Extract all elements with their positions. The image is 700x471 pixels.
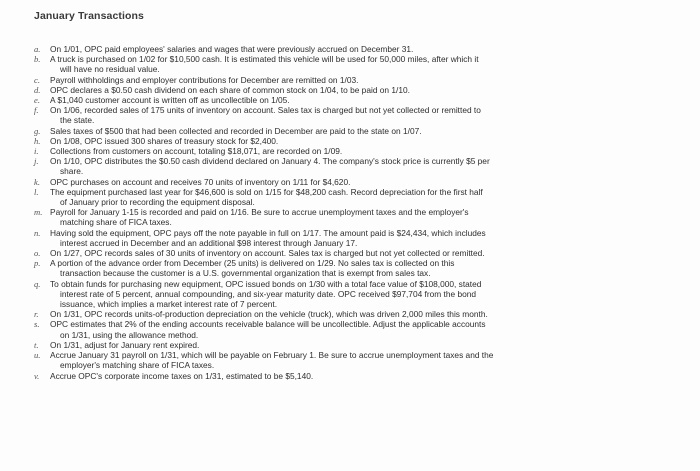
transaction-text-line: the state. bbox=[60, 115, 95, 126]
transaction-letter: p. bbox=[34, 258, 41, 269]
transaction-item bbox=[34, 54, 674, 74]
transaction-text-line: A portion of the advance order from December (25 units) is delivered on 1/29. No sales tax is collected on this bbox=[50, 258, 455, 269]
transaction-letter: m. bbox=[34, 207, 43, 218]
transaction-item bbox=[34, 319, 674, 339]
transaction-item bbox=[34, 340, 674, 350]
page-title: January Transactions bbox=[34, 10, 144, 22]
transaction-item bbox=[34, 207, 674, 227]
transaction-letter: c. bbox=[34, 74, 40, 85]
transaction-item bbox=[34, 371, 674, 381]
transaction-letter: h. bbox=[34, 135, 41, 146]
transaction-letter: n. bbox=[34, 227, 41, 238]
transaction-letter: i. bbox=[34, 146, 39, 157]
transaction-text-line: On 1/27, OPC records sales of 30 units of inventory on account. Sales tax is charged but not yet collected or remitted. bbox=[50, 248, 485, 259]
transaction-text-line: OPC estimates that 2% of the ending accounts receivable balance will be uncollectible. Adjust the applicable accounts bbox=[50, 319, 486, 330]
transaction-letter: v. bbox=[34, 370, 40, 381]
transaction-text-line: interest accrued in December and an additional $98 interest through January 17. bbox=[60, 237, 358, 248]
transaction-letter: d. bbox=[34, 84, 41, 95]
transaction-text-line: Payroll withholdings and employer contributions for December are remitted on 1/03. bbox=[50, 74, 359, 85]
transaction-text-line: Accrue January 31 payroll on 1/31, which will be payable on February 1. Be sure to accrue unemployment taxes and the bbox=[50, 350, 494, 361]
transaction-item bbox=[34, 44, 674, 54]
transaction-text-line: issuance, which implies a market interest rate of 7 percent. bbox=[60, 299, 278, 310]
transaction-text-line: will have no residual value. bbox=[60, 64, 160, 75]
transaction-letter: u. bbox=[34, 350, 41, 361]
transaction-letter: e. bbox=[34, 95, 40, 106]
transaction-text-line: Sales taxes of $500 that had been collected and recorded in December are paid to the state on 1/07. bbox=[50, 125, 422, 136]
transaction-item bbox=[34, 126, 674, 136]
transaction-text-line: The equipment purchased last year for $46,600 is sold on 1/15 for $48,200 cash. Record depreciation for the first half bbox=[50, 186, 483, 197]
transaction-text-line: On 1/01, OPC paid employees' salaries and wages that were previously accrued on December 31. bbox=[50, 44, 414, 54]
transaction-letter: j. bbox=[34, 156, 39, 167]
transaction-letter: t. bbox=[34, 339, 39, 350]
transaction-letter: s. bbox=[34, 319, 40, 330]
transaction-item bbox=[34, 136, 674, 146]
transaction-item bbox=[34, 95, 674, 105]
transaction-item bbox=[34, 228, 674, 248]
transaction-text-line: on 1/31, using the allowance method. bbox=[60, 329, 199, 340]
transaction-list bbox=[34, 44, 674, 381]
transaction-item bbox=[34, 156, 674, 176]
transaction-item bbox=[34, 85, 674, 95]
transaction-text-line: Accrue OPC's corporate income taxes on 1/31, estimated to be $5,140. bbox=[50, 370, 314, 381]
transaction-item bbox=[34, 258, 674, 278]
transaction-letter: q. bbox=[34, 278, 41, 289]
transaction-text-line: Collections from customers on account, totaling $18,071, are recorded on 1/09. bbox=[50, 146, 343, 157]
transaction-text-line: On 1/31, adjust for January rent expired. bbox=[50, 339, 200, 350]
transaction-text-line: On 1/08, OPC issued 300 shares of treasury stock for $2,400. bbox=[50, 135, 279, 146]
transaction-letter: f. bbox=[34, 105, 39, 116]
transaction-text-line: A truck is purchased on 1/02 for $10,500 cash. It is estimated this vehicle will be used for 50,000 miles, after which it bbox=[50, 54, 479, 65]
transaction-item bbox=[34, 350, 674, 370]
transaction-text-line: Having sold the equipment, OPC pays off the note payable in full on 1/17. The amount paid is $24,434, which includes bbox=[50, 227, 486, 238]
transaction-item bbox=[34, 146, 674, 156]
transaction-letter: l. bbox=[34, 186, 39, 197]
transaction-text-line: of January prior to recording the equipment disposal. bbox=[60, 197, 255, 208]
transaction-text-line: On 1/31, OPC records units-of-production depreciation on the vehicle (truck), which was driven 2,000 miles this month. bbox=[50, 309, 488, 320]
transaction-text-line: OPC declares a $0.50 cash dividend on each share of common stock on 1/04, to be paid on 1/10. bbox=[50, 84, 410, 95]
transaction-text-line: employer's matching share of FICA taxes. bbox=[60, 360, 215, 371]
transaction-text-line: On 1/10, OPC distributes the $0.50 cash dividend declared on January 4. The company's stock price is currently $5 per bbox=[50, 156, 490, 167]
transaction-text-line: matching share of FICA taxes. bbox=[60, 217, 172, 228]
transaction-text-line: A $1,040 customer account is written off as uncollectible on 1/05. bbox=[50, 95, 290, 106]
transaction-text-line: share. bbox=[60, 166, 84, 177]
transaction-text-line: interest rate of 5 percent, annual compounding, and six-year maturity date. OPC received $97,704 from the bond bbox=[60, 288, 477, 299]
transaction-letter: g. bbox=[34, 125, 41, 136]
transaction-text-line: To obtain funds for purchasing new equipment, OPC issued bonds on 1/30 with a total face value of $108,000, stated bbox=[50, 278, 482, 289]
transaction-item bbox=[34, 75, 674, 85]
transaction-letter: r. bbox=[34, 309, 39, 320]
transaction-letter: a. bbox=[34, 44, 41, 54]
transaction-item bbox=[34, 309, 674, 319]
transaction-letter: o. bbox=[34, 248, 41, 259]
transaction-item bbox=[34, 248, 674, 258]
transaction-text-line: OPC purchases on account and receives 70 units of inventory on 1/11 for $4,620. bbox=[50, 176, 351, 187]
transaction-letter: b. bbox=[34, 54, 41, 65]
transaction-item bbox=[34, 187, 674, 207]
transaction-text-line: On 1/06, recorded sales of 175 units of inventory on account. Sales tax is charged but not yet collected or remitted to bbox=[50, 105, 481, 116]
transaction-text-line: transaction because the customer is a U.S. governmental organization that is exempt from sales tax. bbox=[60, 268, 431, 279]
transaction-letter: k. bbox=[34, 176, 40, 187]
transaction-text-line: Payroll for January 1-15 is recorded and paid on 1/16. Be sure to accrue unemployment taxes and the employer's bbox=[50, 207, 469, 218]
transaction-item bbox=[34, 105, 674, 125]
transaction-item bbox=[34, 279, 674, 310]
transaction-item bbox=[34, 177, 674, 187]
